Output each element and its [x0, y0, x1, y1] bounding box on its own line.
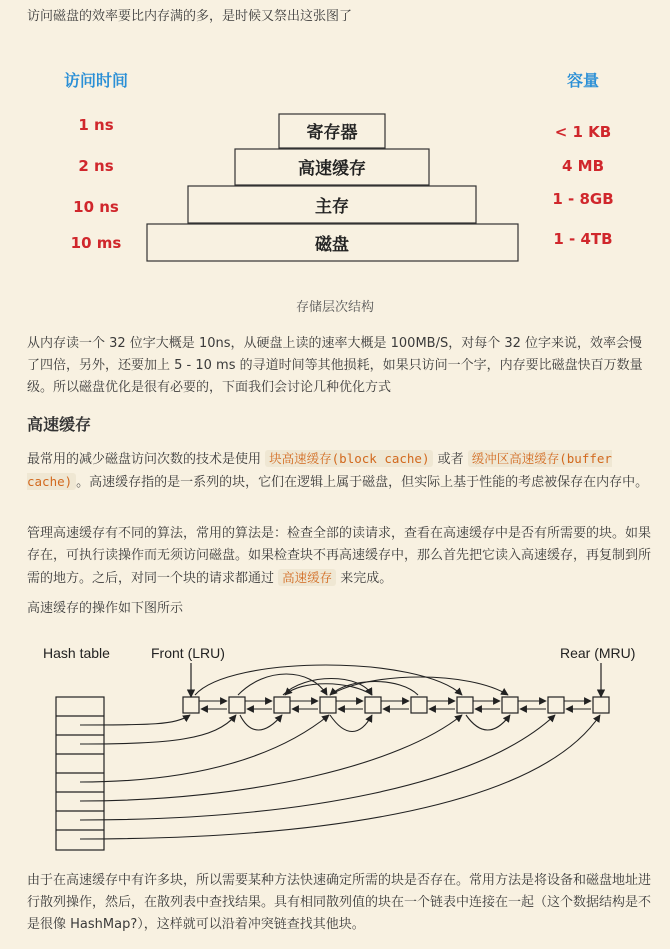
cache-blocks	[183, 697, 609, 713]
intro-text: 访问磁盘的效率要比内存满的多，是时候又祭出这张图了	[27, 9, 353, 24]
text-run: 或者	[433, 452, 468, 467]
hash-table	[56, 697, 104, 850]
level-name: 主存	[315, 197, 349, 217]
capacity-title: 容量	[566, 71, 600, 90]
text-run: 。高速缓存指的是一系列的块，它们在逻辑上属于磁盘，但实际上基于性能的考虑被保存在内存中。	[76, 475, 649, 490]
inline-code-block-cache: 块高速缓存(block cache)	[265, 450, 433, 467]
level-name: 高速缓存	[298, 159, 366, 179]
hash-bucket-arrows	[80, 715, 600, 839]
time-value: 2 ns	[78, 157, 114, 175]
front-lru-label: Front (LRU)	[151, 645, 225, 661]
hash-table-label: Hash table	[43, 645, 110, 661]
pyramid-level-register	[279, 114, 385, 148]
inline-code-buffer-cache: 缓冲区高速缓存(buffer cache)	[27, 451, 612, 489]
capacity-value: < 1 KB	[554, 123, 612, 141]
paragraph-diagram-intro: 高速缓存的操作如下图所示	[27, 601, 184, 616]
level-name: 磁盘	[315, 235, 349, 255]
time-value: 1 ns	[78, 116, 114, 134]
level-name: 寄存器	[306, 123, 358, 143]
text-run: 最常用的减少磁盘访问次数的技术是使用	[27, 452, 266, 467]
capacity-value: 1 - 8GB	[552, 190, 614, 208]
text-run: 来完成。	[336, 571, 393, 586]
cache-hash-diagram	[0, 635, 670, 860]
access-time-title: 访问时间	[63, 71, 129, 90]
paragraph-cache-algorithm	[27, 523, 653, 590]
pyramid-level-main-memory	[188, 186, 476, 223]
rear-mru-label: Rear (MRU)	[560, 645, 636, 661]
section-heading: 高速缓存	[27, 415, 92, 434]
text-run: 管理高速缓存有不同的算法，常用的算法是：检查全部的读请求，查看在高速缓存中是否有所需要的块。如果存在，可执行读操作而无须访问磁盘。如果检查块不再高速缓存中，那么首先把它读入高速缓存，再复制到所需的地方。之后，对同一个块的请求都通过	[27, 526, 652, 586]
inline-code-cache: 高速缓存	[278, 569, 336, 586]
time-value: 10 ns	[73, 198, 119, 216]
memory-hierarchy-diagram	[0, 60, 670, 275]
hash-chain-arcs	[195, 665, 508, 695]
capacity-value: 1 - 4TB	[553, 230, 613, 248]
paragraph-block-cache	[27, 448, 653, 494]
figure-caption: 存储层次结构	[295, 300, 374, 315]
pyramid-level-disk	[147, 224, 518, 261]
time-value: 10 ms	[70, 234, 122, 252]
paragraph-hash-lookup: 由于在高速缓存中有许多块，所以需要某种方法快速确定所需的块是否存在。常用方法是将设备和磁盘地址进行散列操作，然后，在散列表中查找结果。具有相同散列值的块在一个链表中连接在一起（这个数据结构是不是很像 HashMap?），这样就可以沿着冲突链查找其他块。	[27, 873, 652, 932]
capacity-value: 4 MB	[561, 157, 605, 175]
pyramid-level-cache	[235, 149, 429, 185]
chain-between-blocks	[240, 715, 510, 732]
paragraph-read-speed: 从内存读一个 32 位字大概是 10ns，从硬盘上读的速率大概是 100MB/S，对每个 32 位字来说，效率会慢了四倍，另外，还要加上 5 - 10 ms 的寻道时间等其他损耗，如果只访问一个字，内存要比磁盘快百万数量级。所以磁盘优化是很有必要的，下面我们会讨论几种优化方式	[27, 336, 643, 395]
